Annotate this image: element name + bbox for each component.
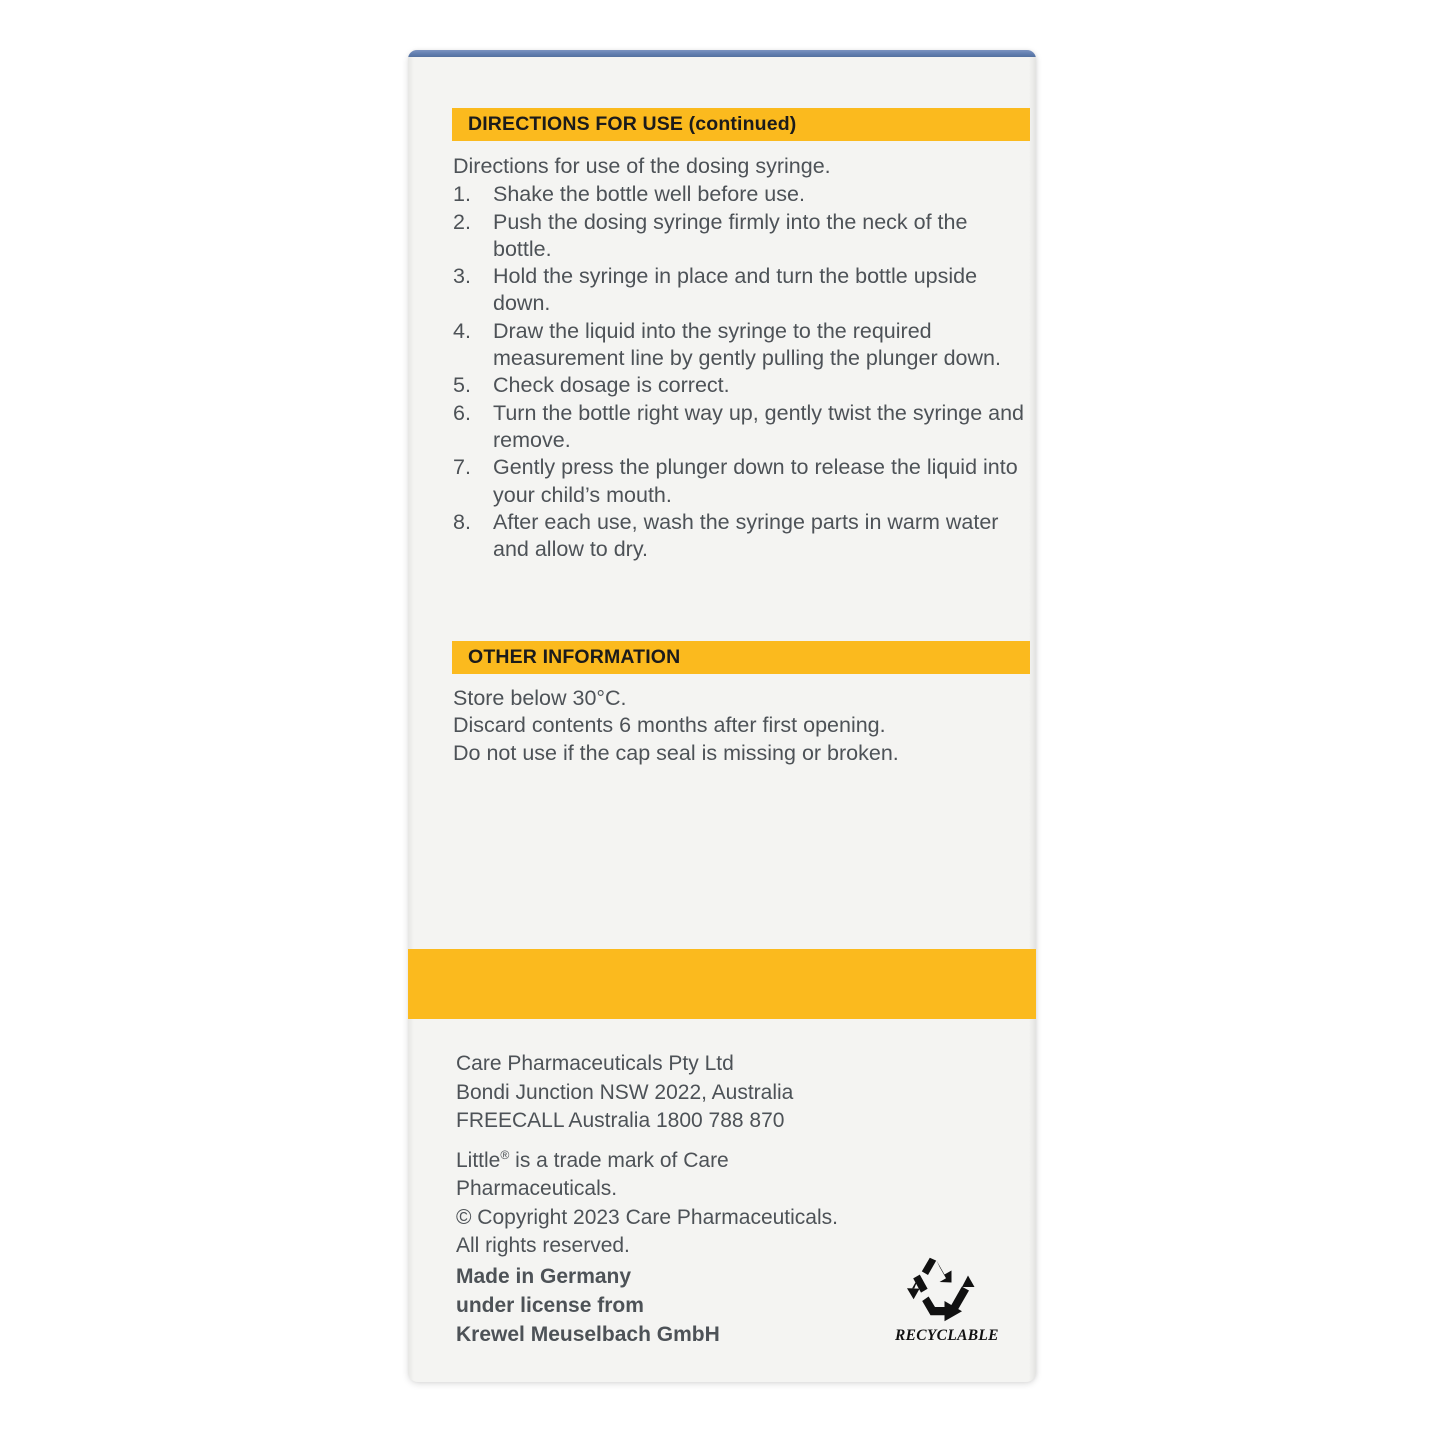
company-name: Care Pharmaceuticals Pty Ltd bbox=[456, 1052, 734, 1075]
other-information-heading-bar bbox=[452, 641, 1030, 674]
carton-side-panel bbox=[408, 50, 1036, 1382]
trademark-suffix: is a trade mark of Care bbox=[509, 1148, 729, 1172]
footer-company-block bbox=[456, 1050, 1024, 1261]
step-text: Draw the liquid into the syringe to the required measurement line by gently pulling the plunger down. bbox=[493, 318, 1001, 371]
panel-content bbox=[408, 57, 1036, 1382]
list-item bbox=[453, 209, 1024, 264]
list-item bbox=[453, 372, 1024, 399]
recycle-icon bbox=[906, 1257, 980, 1325]
licensor-line: Krewel Meuselbach GmbH bbox=[456, 1323, 720, 1346]
trademark-brand: Little bbox=[456, 1148, 501, 1172]
under-license-line: under license from bbox=[456, 1294, 644, 1317]
bottom-accent-band bbox=[408, 949, 1036, 1019]
manufacturing-block bbox=[456, 1262, 720, 1349]
list-item bbox=[453, 318, 1024, 373]
discard-line: Discard contents 6 months after first opening. bbox=[453, 713, 886, 738]
rights-reserved-line: All rights reserved. bbox=[456, 1234, 630, 1257]
step-text: Check dosage is correct. bbox=[493, 373, 730, 398]
cap-seal-line: Do not use if the cap seal is missing or broken. bbox=[453, 740, 899, 765]
step-text: Push the dosing syringe firmly into the neck of the bottle. bbox=[493, 209, 968, 261]
trademark-line-1 bbox=[456, 1147, 1024, 1176]
registered-mark-icon: ® bbox=[500, 1147, 510, 1162]
step-number: 8. bbox=[453, 509, 471, 534]
step-number: 2. bbox=[453, 209, 471, 234]
step-text: Shake the bottle well before use. bbox=[493, 182, 805, 207]
directions-body bbox=[453, 153, 1024, 563]
footer-spacer bbox=[456, 1136, 1024, 1147]
made-in-line: Made in Germany bbox=[456, 1265, 632, 1288]
recyclable-mark bbox=[895, 1257, 999, 1345]
company-freecall: FREECALL Australia 1800 788 870 bbox=[456, 1109, 785, 1132]
directions-heading-text: DIRECTIONS FOR USE (continued) bbox=[468, 113, 797, 135]
step-number: 7. bbox=[453, 455, 471, 480]
list-item bbox=[453, 181, 1024, 208]
step-number: 1. bbox=[453, 182, 471, 207]
list-item bbox=[453, 454, 1024, 509]
step-text: Gently press the plunger down to release the liquid into your child’s mouth. bbox=[493, 455, 1018, 507]
step-number: 5. bbox=[453, 373, 471, 398]
company-address: Bondi Junction NSW 2022, Australia bbox=[456, 1080, 794, 1104]
step-text: Turn the bottle right way up, gently twist the syringe and remove. bbox=[493, 400, 1025, 452]
list-item bbox=[453, 263, 1024, 318]
store-line: Store below 30°C. bbox=[453, 686, 627, 710]
copyright-line: © Copyright 2023 Care Pharmaceuticals. bbox=[456, 1205, 838, 1229]
list-item bbox=[453, 509, 1024, 564]
carton-top-edge bbox=[408, 50, 1036, 57]
list-item bbox=[453, 400, 1024, 455]
step-number: 4. bbox=[453, 318, 471, 343]
step-number: 3. bbox=[453, 264, 471, 289]
directions-intro: Directions for use of the dosing syringe. bbox=[453, 154, 831, 178]
directions-heading-bar bbox=[452, 108, 1030, 141]
other-information-heading-text: OTHER INFORMATION bbox=[468, 646, 681, 668]
other-information-body bbox=[453, 685, 1024, 767]
step-text: After each use, wash the syringe parts in warm water and allow to dry. bbox=[493, 509, 999, 562]
step-number: 6. bbox=[453, 400, 471, 425]
recyclable-label: RECYCLABLE bbox=[895, 1327, 999, 1344]
step-text: Hold the syringe in place and turn the bottle upside down. bbox=[493, 264, 978, 316]
directions-steps-list bbox=[453, 181, 1024, 563]
trademark-line-2: Pharmaceuticals. bbox=[456, 1177, 618, 1200]
